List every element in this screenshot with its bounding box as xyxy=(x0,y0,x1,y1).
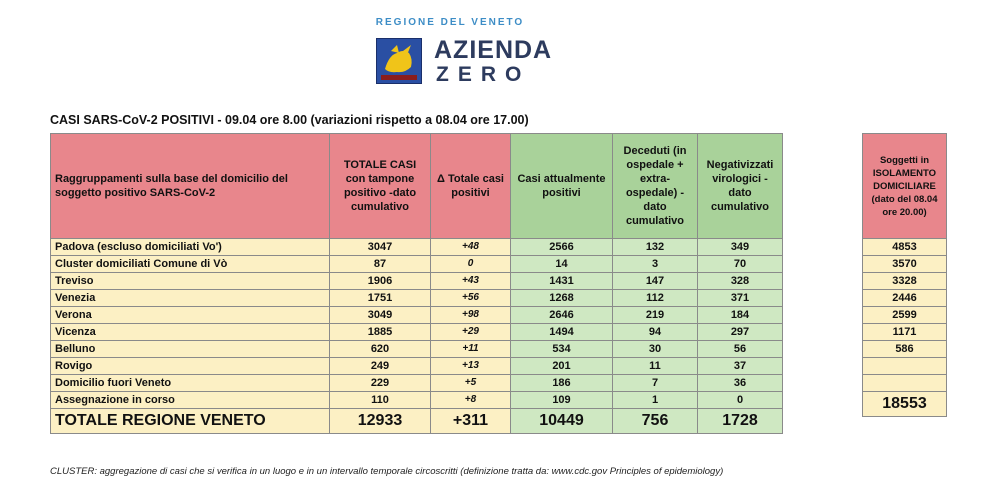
row-total: 1885 xyxy=(330,324,431,341)
row-active: 1494 xyxy=(511,324,613,341)
header-negative: Negativizzati virologici - dato cumulativo xyxy=(698,134,783,239)
row-name: Domicilio fuori Veneto xyxy=(51,375,330,392)
row-deceased: 112 xyxy=(613,290,698,307)
total-deceased: 756 xyxy=(613,409,698,434)
isolation-value: 2599 xyxy=(863,307,947,324)
footnote: CLUSTER: aggregazione di casi che si verifica in un luogo e in un intervallo temporale circoscritti (definizione tratta da: www.cdc.gov Principles of epidemiology) xyxy=(50,466,724,477)
row-active: 201 xyxy=(511,358,613,375)
row-negative: 70 xyxy=(698,256,783,273)
row-name: Belluno xyxy=(51,341,330,358)
lion-of-st-mark-emblem-icon xyxy=(376,38,422,84)
row-name: Padova (escluso domiciliati Vo') xyxy=(51,239,330,256)
total-row xyxy=(51,409,783,434)
row-deceased: 147 xyxy=(613,273,698,290)
total-cases: 12933 xyxy=(330,409,431,434)
isolation-header: Soggetti in ISOLAMENTO DOMICILIARE (dato del 08.04 ore 20.00) xyxy=(863,134,947,239)
brand-name-line2: ZERO xyxy=(436,63,531,86)
row-total: 249 xyxy=(330,358,431,375)
row-active: 186 xyxy=(511,375,613,392)
row-negative: 297 xyxy=(698,324,783,341)
row-negative: 0 xyxy=(698,392,783,409)
row-name: Rovigo xyxy=(51,358,330,375)
page-title: CASI SARS-CoV-2 POSITIVI - 09.04 ore 8.00 (variazioni rispetto a 08.04 ore 17.00) xyxy=(50,113,529,127)
isolation-padova-combined: 4853 xyxy=(863,239,947,256)
header-group: Raggruppamenti sulla base del domicilio del soggetto positivo SARS-CoV-2 xyxy=(51,134,330,239)
row-deceased: 7 xyxy=(613,375,698,392)
cases-table xyxy=(50,133,783,434)
row-delta: 0 xyxy=(431,256,511,273)
header-delta: Δ Totale casi positivi xyxy=(431,134,511,239)
isolation-value xyxy=(863,375,947,392)
row-total: 1751 xyxy=(330,290,431,307)
row-delta: +43 xyxy=(431,273,511,290)
row-negative: 328 xyxy=(698,273,783,290)
row-delta: +98 xyxy=(431,307,511,324)
row-total: 1906 xyxy=(330,273,431,290)
table-row xyxy=(51,256,783,273)
total-name: TOTALE REGIONE VENETO xyxy=(51,409,330,434)
row-delta: +5 xyxy=(431,375,511,392)
table-row xyxy=(51,392,783,409)
row-deceased: 30 xyxy=(613,341,698,358)
row-deceased: 3 xyxy=(613,256,698,273)
table-row xyxy=(51,273,783,290)
row-deceased: 219 xyxy=(613,307,698,324)
isolation-total: 18553 xyxy=(863,392,947,417)
row-total: 620 xyxy=(330,341,431,358)
isolation-value xyxy=(863,358,947,375)
row-deceased: 94 xyxy=(613,324,698,341)
table-row xyxy=(51,324,783,341)
header-deceased: Deceduti (in ospedale + extra-ospedale) - dato cumulativo xyxy=(613,134,698,239)
table-header-row xyxy=(51,134,783,239)
brand-name-line1: AZIENDA xyxy=(434,36,553,64)
row-delta: +8 xyxy=(431,392,511,409)
row-name: Verona xyxy=(51,307,330,324)
row-name: Treviso xyxy=(51,273,330,290)
row-deceased: 11 xyxy=(613,358,698,375)
region-name: REGIONE DEL VENETO xyxy=(375,17,525,28)
row-active: 1268 xyxy=(511,290,613,307)
isolation-value: 2446 xyxy=(863,290,947,307)
table-row xyxy=(51,307,783,324)
row-name: Venezia xyxy=(51,290,330,307)
isolation-value: 3328 xyxy=(863,273,947,290)
row-active: 14 xyxy=(511,256,613,273)
row-active: 534 xyxy=(511,341,613,358)
table-row xyxy=(51,341,783,358)
row-delta: +11 xyxy=(431,341,511,358)
row-delta: +29 xyxy=(431,324,511,341)
total-negative: 1728 xyxy=(698,409,783,434)
table-row xyxy=(51,358,783,375)
row-active: 109 xyxy=(511,392,613,409)
row-name: Vicenza xyxy=(51,324,330,341)
row-active: 2566 xyxy=(511,239,613,256)
row-active: 2646 xyxy=(511,307,613,324)
row-total: 3047 xyxy=(330,239,431,256)
home-isolation-table xyxy=(862,133,947,417)
row-total: 3049 xyxy=(330,307,431,324)
row-delta: +13 xyxy=(431,358,511,375)
isolation-value: 586 xyxy=(863,341,947,358)
table-row xyxy=(51,375,783,392)
logo xyxy=(0,0,1000,100)
isolation-value: 1171 xyxy=(863,324,947,341)
row-total: 87 xyxy=(330,256,431,273)
header-total-cases: TOTALE CASI con tampone positivo -dato cumulativo xyxy=(330,134,431,239)
isolation-value: 3570 xyxy=(863,256,947,273)
row-deceased: 1 xyxy=(613,392,698,409)
table-row xyxy=(51,239,783,256)
row-name: Assegnazione in corso xyxy=(51,392,330,409)
row-active: 1431 xyxy=(511,273,613,290)
row-negative: 37 xyxy=(698,358,783,375)
table-row xyxy=(51,290,783,307)
row-total: 229 xyxy=(330,375,431,392)
total-active: 10449 xyxy=(511,409,613,434)
row-delta: +56 xyxy=(431,290,511,307)
row-delta: +48 xyxy=(431,239,511,256)
row-negative: 184 xyxy=(698,307,783,324)
total-delta: +311 xyxy=(431,409,511,434)
row-negative: 371 xyxy=(698,290,783,307)
row-negative: 36 xyxy=(698,375,783,392)
row-negative: 349 xyxy=(698,239,783,256)
row-deceased: 132 xyxy=(613,239,698,256)
row-total: 110 xyxy=(330,392,431,409)
row-negative: 56 xyxy=(698,341,783,358)
row-name: Cluster domiciliati Comune di Vò xyxy=(51,256,330,273)
header-active: Casi attualmente positivi xyxy=(511,134,613,239)
